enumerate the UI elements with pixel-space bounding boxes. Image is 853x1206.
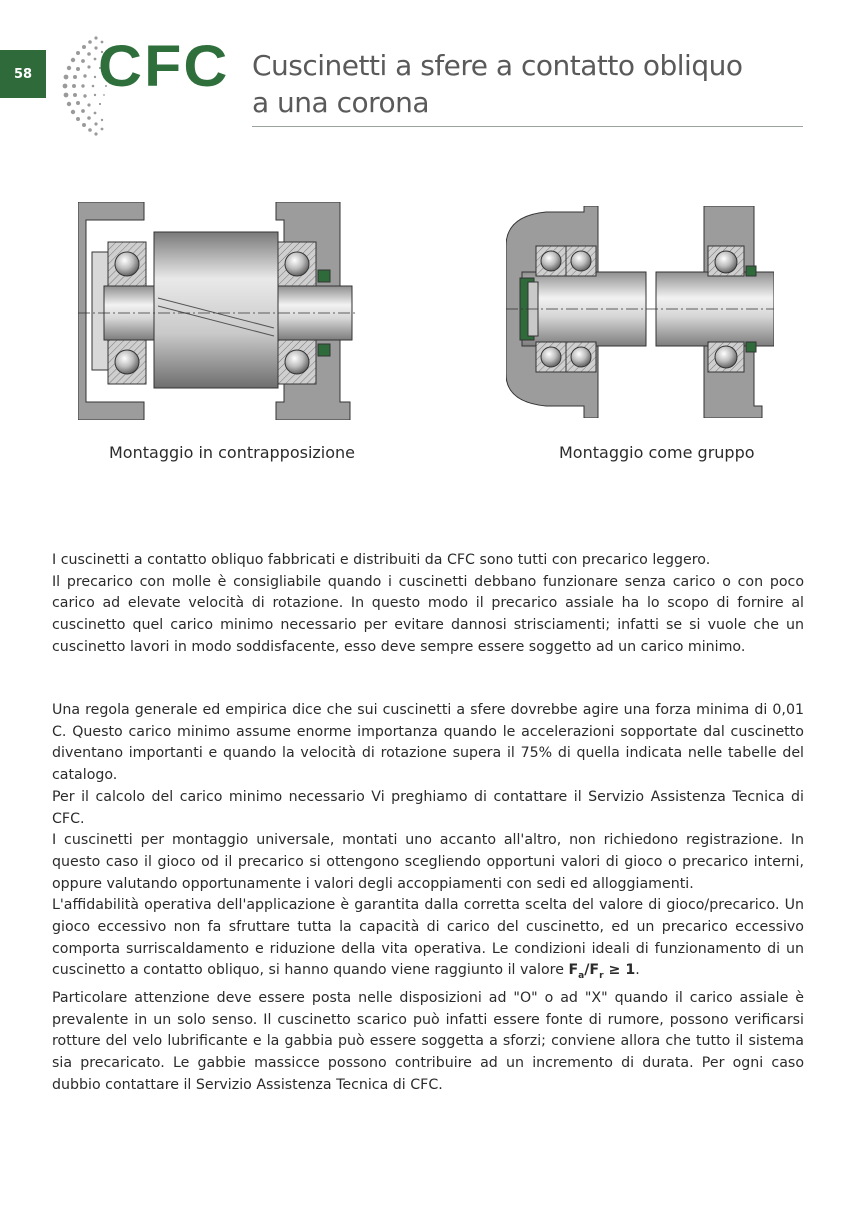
- cfc-logo: CFC: [98, 34, 230, 99]
- paragraph: L'affidabilità operativa dell'applicazione è garantita dalla corretta scelta del valore di gioco/precarico. Un gioco eccessivo non fa sfruttare tutta la capacità di carico del cuscinetto, ed un precarico eccessivo comporta surriscaldamento e riduzione della vita operativa. Le condizioni ideali di funzionamento di un cuscinetto a contatto obliquo, si hanno quando viene raggiunto il valore $F_a/F_r \ge 1$.: [52, 897, 804, 982]
- figure-back-to-back-mounting: [78, 202, 358, 420]
- page-title-line1: Cuscinetti a sfere a contatto obliquo: [252, 49, 743, 82]
- page-number-tab: [0, 50, 46, 98]
- paragraph: Per il calcolo del carico minimo necessario Vi preghiamo di contattare il Servizio Assistenza Tecnica di CFC.: [52, 788, 804, 827]
- right-figure-caption: Montaggio come gruppo: [559, 443, 755, 462]
- section-preload-intro: [52, 550, 804, 659]
- paragraph: I cuscinetti per montaggio universale, montati uno accanto all'altro, non richiedono registrazione. In questo caso il gioco od il precarico si ottengono scegliendo opportuni valori di gioco o precarico interni, oppure valutando opportunamente i valori degli accoppiamenti con sedi ed alloggiamenti.: [52, 832, 804, 892]
- figure-tandem-mounting: [506, 206, 774, 418]
- paragraph: Particolare attenzione deve essere posta nelle disposizioni ad "O" o ad "X" quando il carico assiale è prevalente in un solo senso. Il cuscinetto scarico può infatti essere fonte di rumore, possono verificarsi rotture del velo lubrificante e la gabbia può essere soggetta a sforzi; conviene allora che tutto il sistema sia precaricato. Le gabbie massicce possono contribuire ad un incremento di durata. Per ogni caso dubbio contattare il Servizio Assistenza Tecnica di CFC.: [52, 989, 804, 1093]
- paragraph: Il precarico con molle è consigliabile quando i cuscinetti debbano funzionare senza carico o con poco carico ad elevate velocità di rotazione. In questo modo il precarico assiale ha lo scopo di fornire al cuscinetto quel carico minimo necessario per evitare dannosi strisciamenti; infatti se si vuole che un cuscinetto lavori in modo soddisfacente, esso deve sempre essere soggetto ad un carico minimo.: [52, 573, 804, 655]
- paragraph: I cuscinetti a contatto obliquo fabbricati e distribuiti da CFC sono tutti con precarico leggero.: [52, 552, 711, 568]
- page-title-line2: a una corona: [252, 86, 430, 119]
- left-figure-caption: Montaggio in contrapposizione: [109, 443, 355, 462]
- paragraph: Una regola generale ed empirica dice che sui cuscinetti a sfere dovrebbe agire una forza minima di 0,01 C. Questo carico minimo assume enorme importanza quando le accelerazioni sopportate dal cuscinetto diventano importanti e quando la velocità di rotazione supera il 75% di quella indicata nelle tabelle del catalogo.: [52, 702, 804, 784]
- formula-fa-fr: $F_a/F_r \ge 1$: [568, 962, 636, 982]
- page-title: [252, 47, 812, 121]
- page-number: 58: [13, 66, 33, 82]
- section-minimum-load: [52, 700, 804, 1096]
- title-divider: [252, 126, 803, 127]
- paragraph-text: L'affidabilità operativa dell'applicazione è garantita dalla corretta scelta del valore di gioco/precarico. Un gioco eccessivo non fa sfruttare tutta la capacità di carico del cuscinetto, ed un precarico eccessivo comporta surriscaldamento e riduzione della vita operativa. Le condizioni ideali di funzionamento di un cuscinetto a contatto obliquo, si hanno quando viene raggiunto il valore: [52, 897, 804, 979]
